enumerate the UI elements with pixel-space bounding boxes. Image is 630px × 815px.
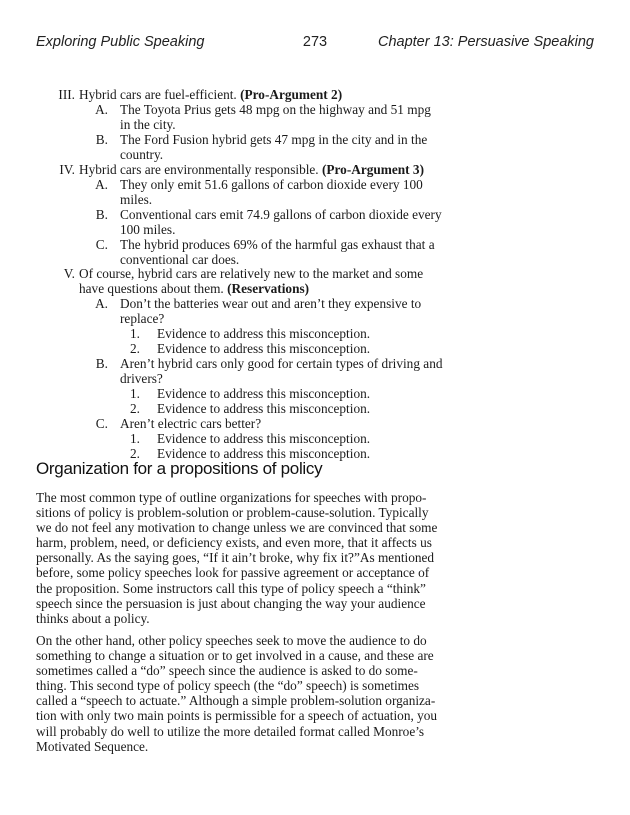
page-header	[36, 34, 594, 54]
outline-item-number: 1.	[130, 431, 140, 446]
outline-item-text: Evidence to address this misconception.	[157, 446, 371, 461]
paragraph-2	[36, 633, 448, 754]
outline-sub-label: B.	[95, 356, 108, 371]
chapter-title: Chapter 13: Persuasive Speaking	[377, 34, 594, 50]
book-title: Exploring Public Speaking	[36, 34, 205, 50]
outline-sub-text: Don’t the batteries wear out and aren’t they expensive to	[120, 296, 422, 311]
outline-sub-label: A.	[95, 177, 108, 192]
paragraph-line: sitions of policy is problem-solution or problem-cause-solution. Typically	[36, 505, 429, 521]
outline-numeral: IV.	[59, 162, 75, 177]
outline-item-text: Evidence to address this misconception.	[157, 386, 371, 401]
paragraph-line: On the other hand, other policy speeches seek to move the audience to do	[36, 633, 427, 648]
outline-sub-text: in the city.	[120, 117, 176, 132]
paragraph-line: sometimes called a “do” speech since the audience is asked to do some-	[36, 663, 418, 679]
outline-sub-text: The Ford Fusion hybrid gets 47 mpg in the city and in the	[120, 132, 428, 147]
outline-item-number: 1.	[130, 326, 140, 341]
paragraph-line: the proposition. Some instructors call this type of policy speech a “think”	[36, 580, 426, 596]
paragraph-1	[36, 490, 448, 626]
outline-sub-text: 100 miles.	[120, 222, 176, 237]
outline-point-text: Hybrid cars are fuel-efficient. (Pro-Argument 2)	[79, 87, 343, 102]
outline-numeral: III.	[58, 87, 75, 102]
paragraph-line: personally. As the saying goes, “If it ain’t broke, why fix it?”As mentioned	[36, 550, 435, 566]
outline-item-number: 2.	[130, 446, 140, 461]
outline-sub-label: B.	[95, 207, 108, 222]
paragraph-line: before, some policy speeches look for passive agreement or acceptance of	[36, 565, 430, 581]
paragraph-line: will probably do well to utilize the more detailed format called Monroe’s	[36, 723, 425, 739]
paragraph-line: something to change a situation or to get involved in a cause, and these are	[36, 648, 434, 664]
outline-sub-text: replace?	[120, 311, 165, 326]
paragraph-line: speech since the persuasion is just about changing the way your audience	[36, 595, 426, 611]
outline-item-text: Evidence to address this misconception.	[157, 401, 371, 416]
outline-sub-label: A.	[95, 296, 108, 311]
outline-sub-text: Conventional cars emit 74.9 gallons of carbon dioxide every	[120, 207, 442, 222]
outline-point-text: have questions about them. (Reservations)	[79, 281, 310, 296]
outline-item-text: Evidence to address this misconception.	[157, 431, 371, 446]
outline-sub-label: B.	[95, 132, 108, 147]
outline-sub-text: They only emit 51.6 gallons of carbon dioxide every 100	[120, 177, 423, 192]
outline-sub-text: The hybrid produces 69% of the harmful gas exhaust that a	[120, 237, 435, 252]
outline-sub-text: conventional car does.	[120, 252, 240, 267]
section-heading: Organization for a propositions of policy	[36, 459, 323, 478]
outline-point-text: Hybrid cars are environmentally responsible. (Pro-Argument 3)	[79, 162, 425, 177]
outline-sub-text: drivers?	[120, 371, 163, 386]
outline-numeral: V.	[63, 266, 75, 281]
outline-sub-text: miles.	[120, 192, 153, 207]
outline-sub-label: C.	[95, 416, 108, 431]
outline-item-text: Evidence to address this misconception.	[157, 341, 371, 356]
paragraph-line: tion with only two main points is permissible for a speech of actuation, you	[36, 708, 438, 724]
outline-item-number: 1.	[130, 386, 140, 401]
outline-sub-label: A.	[95, 102, 108, 117]
outline-point-text: Of course, hybrid cars are relatively new to the market and some	[79, 266, 424, 281]
outline-item-number: 2.	[130, 401, 140, 416]
paragraph-line: we do not feel any motivation to change unless we are convinced that some	[36, 520, 438, 536]
paragraph-line: harm, problem, need, or deficiency exists, and even more, that it affects us	[36, 535, 432, 551]
outline-sub-text: The Toyota Prius gets 48 mpg on the highway and 51 mpg	[120, 102, 431, 117]
paragraph-line: called a “speech to actuate.” Although a simple problem-solution organiza-	[36, 693, 436, 709]
outline-item-number: 2.	[130, 341, 140, 356]
outline-sub-label: C.	[95, 237, 108, 252]
paragraph-line: Motivated Sequence.	[36, 738, 149, 754]
outline-sub-text: Aren’t electric cars better?	[120, 416, 262, 431]
outline-sub-text: country.	[120, 147, 164, 162]
paragraph-line: thing. This second type of policy speech (the “do” speech) is sometimes	[36, 678, 420, 694]
page-number: 273	[302, 34, 328, 50]
outline-sub-text: Aren’t hybrid cars only good for certain types of driving and	[120, 356, 443, 371]
outline-item-text: Evidence to address this misconception.	[157, 326, 371, 341]
paragraph-line: The most common type of outline organizations for speeches with propo-	[36, 490, 427, 505]
paragraph-line: thinks about a policy.	[36, 610, 150, 626]
